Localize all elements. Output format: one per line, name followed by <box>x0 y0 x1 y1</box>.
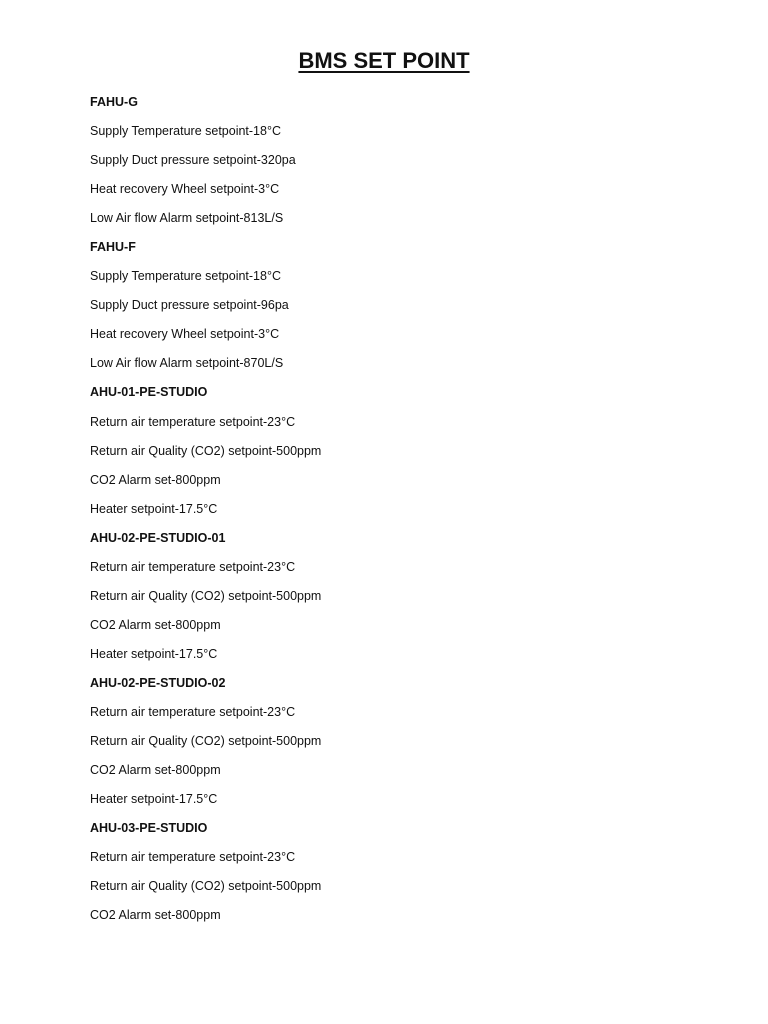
section-heading: AHU-03-PE-STUDIO <box>90 821 208 836</box>
setpoint-line: Return air temperature setpoint-23°C <box>90 850 296 865</box>
setpoint-line: Return air Quality (CO2) setpoint-500ppm <box>90 588 322 603</box>
setpoint-line: Return air Quality (CO2) setpoint-500ppm <box>90 879 322 894</box>
section-heading: AHU-02-PE-STUDIO-01 <box>90 530 226 545</box>
setpoint-line: Supply Duct pressure setpoint-96pa <box>90 298 289 313</box>
setpoint-line: Return air Quality (CO2) setpoint-500ppm <box>90 734 322 749</box>
setpoint-line: Return air temperature setpoint-23°C <box>90 559 296 574</box>
page-title-text: BMS SET POINT <box>298 48 470 73</box>
setpoint-line: Heat recovery Wheel setpoint-3°C <box>90 182 280 197</box>
setpoint-line: Heat recovery Wheel setpoint-3°C <box>90 327 280 342</box>
setpoint-line: Return air temperature setpoint-23°C <box>90 704 296 719</box>
setpoint-line: Supply Temperature setpoint-18°C <box>90 269 281 284</box>
setpoint-line: Heater setpoint-17.5°C <box>90 792 218 807</box>
setpoint-line: Low Air flow Alarm setpoint-870L/S <box>90 356 284 371</box>
setpoint-line: CO2 Alarm set-800ppm <box>90 908 221 923</box>
section-heading: FAHU-G <box>90 95 138 109</box>
setpoint-line: Low Air flow Alarm setpoint-813L/S <box>90 211 284 226</box>
setpoint-line: Heater setpoint-17.5°C <box>90 646 218 661</box>
setpoint-line: CO2 Alarm set-800ppm <box>90 763 221 778</box>
setpoint-line: Heater setpoint-17.5°C <box>90 501 218 516</box>
setpoint-line: Return air Quality (CO2) setpoint-500ppm <box>90 443 322 458</box>
setpoint-line: Return air temperature setpoint-23°C <box>90 414 296 429</box>
page-title <box>0 46 768 76</box>
section-heading: FAHU-F <box>90 240 136 255</box>
section-heading: AHU-02-PE-STUDIO-02 <box>90 675 226 690</box>
setpoint-line: Supply Duct pressure setpoint-320pa <box>90 153 296 168</box>
setpoint-list <box>90 92 690 934</box>
setpoint-line: Supply Temperature setpoint-18°C <box>90 124 281 139</box>
section-heading: AHU-01-PE-STUDIO <box>90 385 208 400</box>
setpoint-line: CO2 Alarm set-800ppm <box>90 472 221 487</box>
setpoint-line: CO2 Alarm set-800ppm <box>90 617 221 632</box>
